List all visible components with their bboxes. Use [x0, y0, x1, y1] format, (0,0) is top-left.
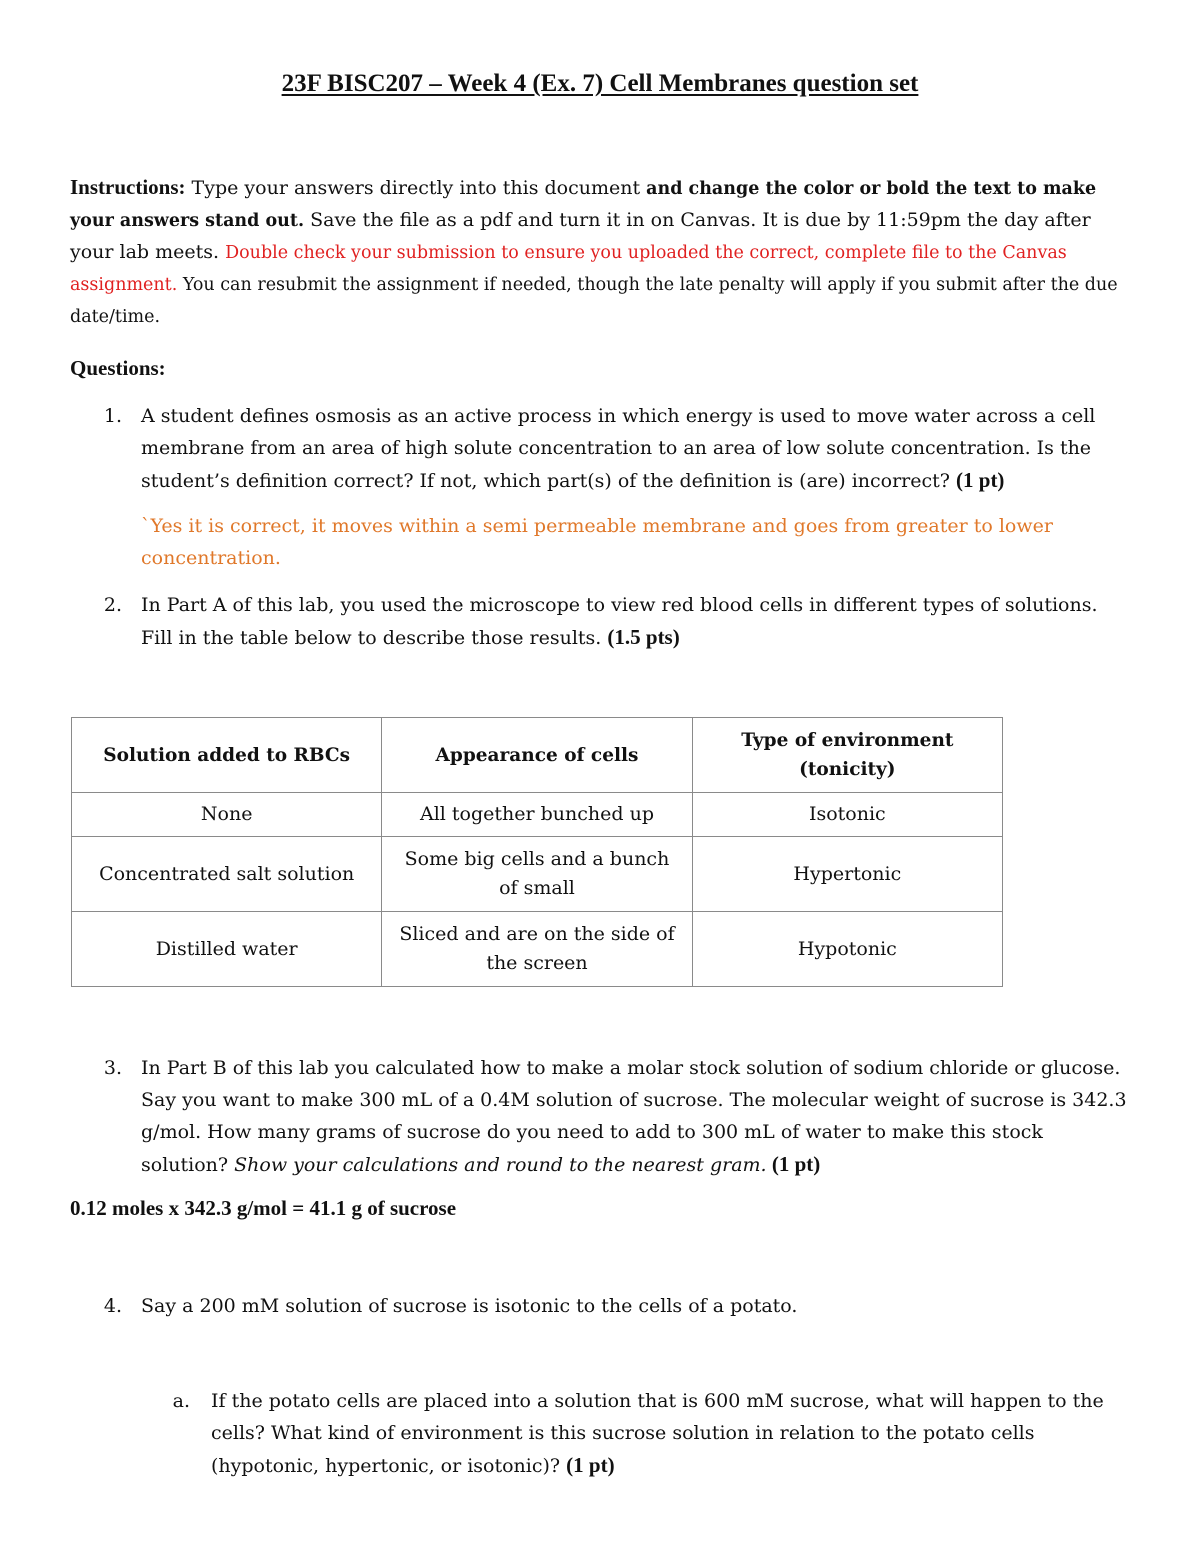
question-3-points: (1 pt)	[766, 1152, 821, 1176]
question-3-italic-instruction: Show your calculations and round to the nearest gram.	[234, 1154, 767, 1176]
table-cell: None	[72, 793, 382, 837]
results-table	[71, 717, 1003, 987]
table-cell: Sliced and are on the side of the screen	[382, 912, 692, 987]
table-cell: Some big cells and a bunch of small	[382, 837, 692, 912]
instructions-paragraph	[70, 172, 1130, 333]
question-3-number: 3.	[103, 1057, 122, 1079]
question-3-answer: 0.12 moles x 342.3 g/mol = 41.1 g of sucrose	[70, 1196, 457, 1220]
table-header: Appearance of cells	[382, 718, 692, 793]
instructions-text-2: Save the file as a pdf and turn it in on Canvas. It is due by 11:59pm the day after your lab meets.	[70, 209, 1091, 263]
table-cell: All together bunched up	[382, 793, 692, 837]
table-cell: Hypertonic	[692, 837, 1002, 912]
document-title: 23F BISC207 – Week 4 (Ex. 7) Cell Membranes question set	[281, 70, 919, 97]
question-1-number: 1.	[103, 405, 122, 427]
question-3-text: In Part B of this lab you calculated how to make a molar stock solution of sodium chloride or glucose. Say you want to make 300 mL of a 0.4M solution of sucrose. The molecular weight of sucrose is 342.3 g/mol. How many grams of sucrose do you need to add to 300 mL of water to make this stock solution?	[141, 1057, 1127, 1176]
question-4a-letter: a.	[172, 1390, 190, 1412]
question-4a	[211, 1385, 1131, 1482]
table-row	[72, 793, 1003, 837]
question-2-points: (1.5 pts)	[607, 625, 680, 649]
question-4a-points: (1 pt)	[566, 1453, 615, 1477]
table-cell: Isotonic	[692, 793, 1002, 837]
table-cell: Concentrated salt solution	[72, 837, 382, 912]
question-4-number: 4.	[103, 1295, 122, 1317]
instructions-bold-text: and change the color or bold the text to make your answers stand out.	[70, 179, 1097, 231]
question-4a-text: If the potato cells are placed into a solution that is 600 mM sucrose, what will happen to the cells? What kind of environment is this sucrose solution in relation to the potato cells (hypotonic, hypertonic, or isotonic)?	[211, 1390, 1104, 1477]
question-3	[141, 1052, 1131, 1181]
table-row	[72, 837, 1003, 912]
instructions-red-warning: Double check your submission to ensure you uploaded the correct, complete file to the Canvas assignment.	[70, 243, 1067, 295]
table-header-row	[72, 718, 1003, 793]
question-1-answer: `Yes it is correct, it moves within a semi permeable membrane and goes from greater to lower concentration.	[141, 515, 1053, 569]
question-2-number: 2.	[103, 594, 122, 616]
question-4-text: Say a 200 mM solution of sucrose is isotonic to the cells of a potato.	[141, 1295, 798, 1317]
question-1	[141, 400, 1131, 497]
instructions-text-3: You can resubmit the assignment if needed, though the late penalty will apply if you submit after the due date/time.	[70, 275, 1118, 327]
table-header: Solution added to RBCs	[72, 718, 382, 793]
question-2-text: In Part A of this lab, you used the microscope to view red blood cells in different types of solutions. Fill in the table below to describe those results.	[141, 594, 1098, 649]
table-cell: Distilled water	[72, 912, 382, 987]
questions-heading: Questions:	[70, 356, 166, 380]
table-cell: Hypotonic	[692, 912, 1002, 987]
instructions-label: Instructions:	[70, 175, 186, 199]
instructions-text-1: Type your answers directly into this document	[185, 177, 647, 199]
question-2	[141, 589, 1131, 654]
question-1-points: (1 pt)	[956, 468, 1005, 492]
question-1-text: A student defines osmosis as an active process in which energy is used to move water across a cell membrane from an area of high solute concentration to an area of low solute concentration. Is the student’s definition correct? If not, which part(s) of the definition is (are) incorrect?	[141, 405, 1096, 492]
table-header: Type of environment (tonicity)	[692, 718, 1002, 793]
table-row	[72, 912, 1003, 987]
